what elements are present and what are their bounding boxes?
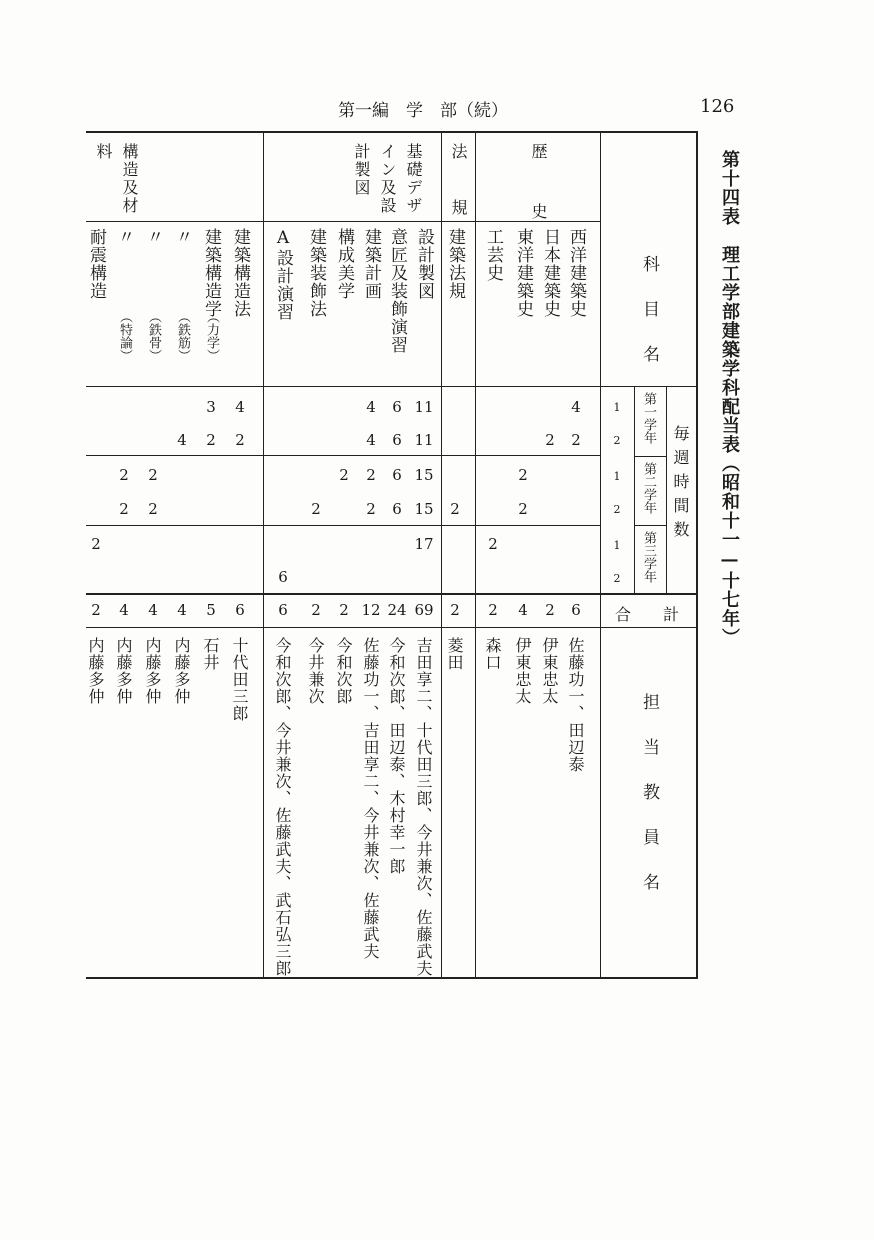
hours-cell-y2s2: 2 [450, 500, 460, 518]
hours-cell-y1s1: 11 [414, 398, 434, 416]
year2-heading: 第二学年 [641, 462, 656, 514]
subject-qualifier: （鉄骨） [146, 310, 161, 362]
hours-cell-y2s1: 2 [119, 466, 129, 484]
total-cell: 2 [311, 601, 321, 619]
total-cell: 2 [339, 601, 349, 619]
total-cell: 69 [414, 601, 434, 619]
hours-cell-y2s1: 2 [148, 466, 158, 484]
hours-cell-y2s2: 6 [392, 500, 402, 518]
hours-cell-y2s2: 2 [311, 500, 321, 518]
total-cell: 2 [450, 601, 460, 619]
category-history: 歴 史 [529, 143, 548, 233]
total-cell: 2 [545, 601, 555, 619]
teacher-names: 伊東忠太 [513, 637, 532, 705]
page-number: 126 [700, 96, 735, 117]
subject-name: 東洋建築史 [513, 228, 533, 318]
hours-heading: 毎週時間数 [671, 425, 690, 545]
hours-cell-y1s2: 2 [235, 431, 245, 449]
teacher-names: 今和次郎 [334, 637, 353, 705]
hours-cell-y1s1: 4 [366, 398, 376, 416]
category-structure: 構造及材料 [94, 143, 139, 215]
teacher-names: 菱田 [445, 637, 464, 671]
total-cell: 6 [278, 601, 288, 619]
teacher-names: 佐藤功一、田辺泰 [566, 637, 585, 773]
running-header: 第一編 学 部（続） [338, 101, 508, 121]
year2-sem2: 2 [613, 503, 621, 516]
hours-cell-y1s2: 2 [571, 431, 581, 449]
subject-name: 西洋建築史 [566, 228, 586, 318]
subject-name: 〃 [114, 228, 134, 246]
teacher-names: 十代田三郎 [230, 637, 249, 722]
year2-sem1: 1 [613, 470, 621, 483]
category-law: 法 規 [449, 143, 468, 227]
hours-cell-y2s2: 2 [148, 500, 158, 518]
teacher-names: 森口 [483, 637, 502, 671]
year3-sem2: 2 [613, 572, 621, 585]
subject-name: 設計製図 [414, 228, 434, 300]
teacher-names: 内藤多仲 [172, 637, 191, 705]
teacher-names: 今井兼次 [306, 637, 325, 705]
teacher-names: 吉田享二、十代田三郎、今井兼次、佐藤武夫 [414, 637, 433, 977]
teacher-names: 伊東忠太 [540, 637, 559, 705]
teacher-names: 内藤多仲 [143, 637, 162, 705]
total-cell: 2 [488, 601, 498, 619]
subject-name: 建築装飾法 [306, 228, 326, 318]
teacher-names: 内藤多仲 [114, 637, 133, 705]
year1-heading: 第一学年 [641, 392, 656, 444]
hours-cell-y1s2: 11 [414, 431, 434, 449]
subject-name: 〃 [143, 228, 163, 246]
total-cell: 6 [235, 601, 245, 619]
hours-cell-y3s1: 2 [488, 535, 498, 553]
hours-cell-y1s2: 2 [206, 431, 216, 449]
hours-cell-y1s2: 4 [366, 431, 376, 449]
hours-cell-y1s1: 4 [571, 398, 581, 416]
total-cell: 4 [119, 601, 129, 619]
teacher-names: 今和次郎、田辺泰、木村幸一郎 [387, 637, 406, 875]
hours-cell-y1s1: 6 [392, 398, 402, 416]
total-cell: 24 [387, 601, 407, 619]
hours-cell-y2s1: 2 [339, 466, 349, 484]
hours-cell-y2s1: 2 [518, 466, 528, 484]
hours-cell-y1s1: 4 [235, 398, 245, 416]
year3-heading: 第三学年 [641, 531, 656, 583]
hours-cell-y2s1: 15 [414, 466, 434, 484]
hours-cell-y3s1: 2 [91, 535, 101, 553]
teacher-names: 石井 [201, 637, 220, 671]
total-cell: 4 [148, 601, 158, 619]
hours-cell-y2s1: 2 [366, 466, 376, 484]
table-title: 第十四表 理工学部建築学科配当表（昭和十一—十七年） [719, 150, 740, 647]
hours-cell-y3s2: 6 [278, 568, 288, 586]
subject-heading: 科目名 [639, 255, 659, 390]
hours-cell-y1s2: 6 [392, 431, 402, 449]
subject-name: 耐震構造 [86, 228, 106, 300]
subject-qualifier: （力学） [204, 310, 219, 362]
subject-name: 日本建築史 [540, 228, 560, 318]
total-cell: 4 [177, 601, 187, 619]
subject-name: 〃 [172, 228, 192, 246]
subject-qualifier: （鉄筋） [175, 310, 190, 362]
hours-cell-y2s1: 6 [392, 466, 402, 484]
total-cell: 5 [206, 601, 216, 619]
hours-cell-y1s2: 2 [545, 431, 555, 449]
hours-cell-y2s2: 15 [414, 500, 434, 518]
teacher-names: 内藤多仲 [86, 637, 105, 705]
subject-qualifier: （特論） [117, 310, 132, 362]
hours-cell-y3s1: 17 [414, 535, 434, 553]
hours-cell-y2s2: 2 [366, 500, 376, 518]
hours-cell-y2s2: 2 [119, 500, 129, 518]
subject-name: 意匠及装飾演習 [387, 228, 407, 354]
year1-sem1: 1 [613, 401, 621, 414]
teacher-names: 佐藤功一、吉田享二、今井兼次、佐藤武夫 [361, 637, 380, 960]
total-cell: 2 [91, 601, 101, 619]
hours-cell-y2s2: 2 [518, 500, 528, 518]
year3-sem1: 1 [613, 539, 621, 552]
category-design: 基礎デザイン及設計製図 [352, 143, 423, 215]
total-cell: 12 [361, 601, 381, 619]
year1-sem2: 2 [613, 434, 621, 447]
subject-name: 建築法規 [445, 228, 465, 300]
teachers-heading: 担当教員名 [639, 693, 659, 918]
subject-name: A設計演習 [273, 228, 293, 321]
subject-name: 建築構造法 [230, 228, 250, 318]
total-cell: 6 [571, 601, 581, 619]
total-heading: 合 計 [615, 605, 680, 624]
subject-name: 建築構造学 [201, 228, 221, 318]
subject-name: 建築計画 [361, 228, 381, 300]
subject-name: 構成美学 [334, 228, 354, 300]
teacher-names: 今和次郎、今井兼次、佐藤武夫、武石弘三郎 [273, 637, 292, 977]
subject-name: 工芸史 [483, 228, 503, 282]
hours-cell-y1s1: 3 [206, 398, 216, 416]
total-cell: 4 [518, 601, 528, 619]
hours-cell-y1s2: 4 [177, 431, 187, 449]
